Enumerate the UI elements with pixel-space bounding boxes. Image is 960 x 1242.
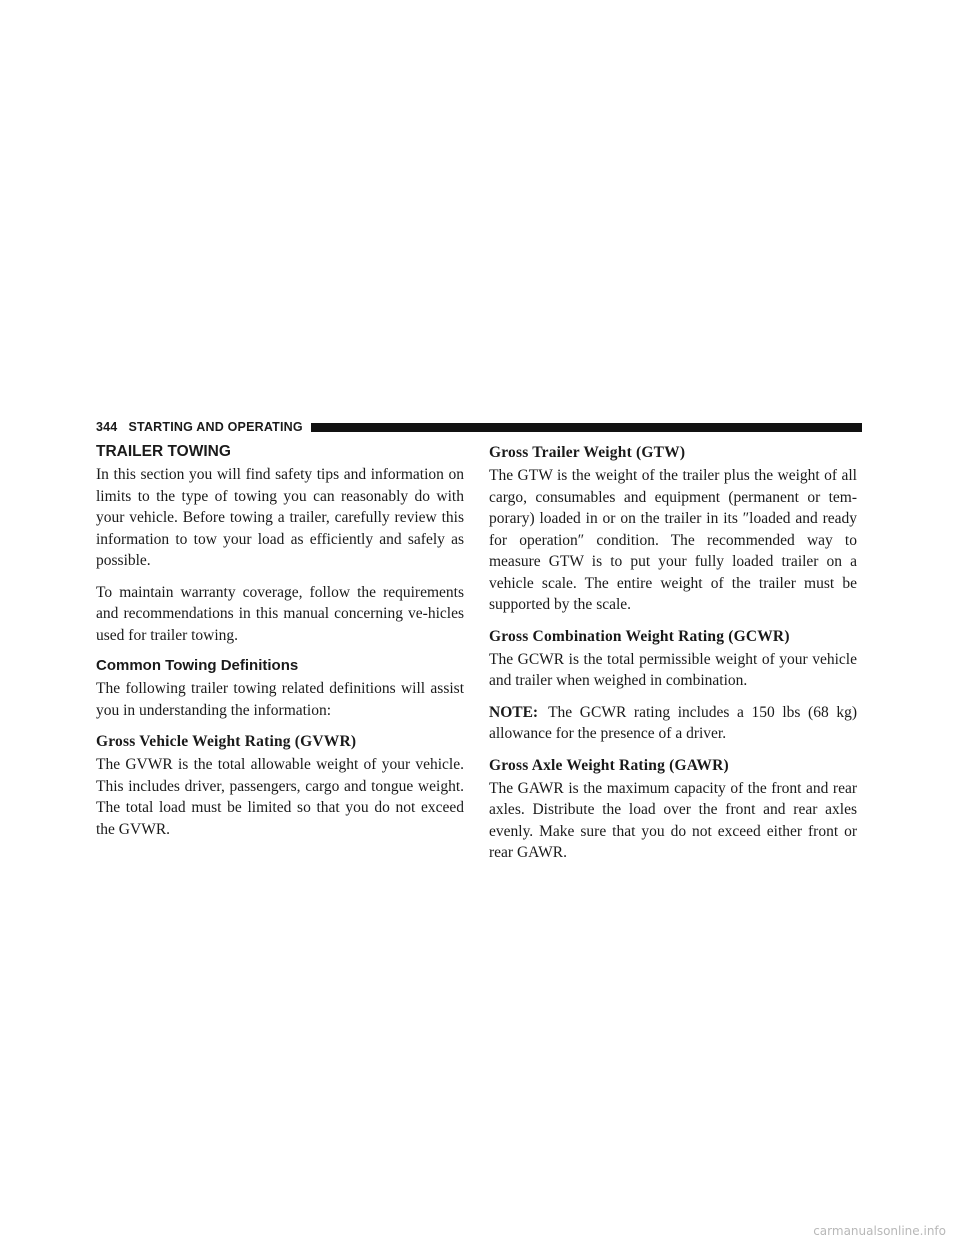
section-title: STARTING AND OPERATING (128, 420, 303, 434)
right-column (489, 442, 857, 874)
intro-paragraph: In this section you will find safety tips and information on limits to the type of towing you can reasonably do with your vehicle. Before towing a trailer, carefully review this information to tow your load as efficiently and safely as possible. (96, 466, 464, 569)
gtw-heading: Gross Trailer Weight (GTW) (489, 444, 686, 461)
warranty-paragraph: To maintain warranty coverage, follow the requirements and recommendations in this manual concerning ve-hicles used for trailer towing. (96, 583, 464, 644)
header-rule (311, 423, 862, 432)
definitions-heading: Common Towing Definitions (96, 657, 299, 674)
gvwr-heading: Gross Vehicle Weight Rating (GVWR) (96, 733, 357, 750)
gtw-paragraph: The GTW is the weight of the trailer plus the weight of all cargo, consumables and equipment (permanent or tem-porary) loaded in or on the trailer in its ″loaded and ready for operation″ condition. The recommended way to measure GTW is to put your fully loaded trailer on a vehicle scale. The entire weight of the trailer must be supported by the scale. (489, 467, 857, 613)
gcwr-heading: Gross Combination Weight Rating (GCWR) (489, 627, 790, 645)
section-heading: TRAILER TOWING (96, 443, 231, 460)
watermark-text: carmanualsonline.info (813, 1224, 946, 1238)
page-header (96, 419, 862, 435)
gvwr-paragraph: The GVWR is the total allowable weight of your vehicle. This includes driver, passengers, cargo and tongue weight. The total load must be limited so that you do not exceed the GVWR. (96, 756, 464, 838)
page-number: 344 (96, 420, 118, 434)
left-column (96, 442, 464, 850)
definitions-intro: The following trailer towing related definitions will assist you in understanding the information: (96, 680, 464, 719)
gawr-paragraph: The GAWR is the maximum capacity of the front and rear axles. Distribute the load over the front and rear axles evenly. Make sure that you do not exceed either front or rear GAWR. (489, 779, 857, 861)
note-text: The GCWR rating includes a 150 lbs (68 kg) allowance for the presence of a driver. (489, 703, 857, 742)
note-label: NOTE: (489, 703, 539, 721)
header-text (96, 420, 311, 434)
note-paragraph (489, 702, 857, 745)
gawr-heading: Gross Axle Weight Rating (GAWR) (489, 756, 729, 774)
gcwr-paragraph: The GCWR is the total permissible weight of your vehicle and trailer when weighed in combination. (489, 650, 857, 689)
